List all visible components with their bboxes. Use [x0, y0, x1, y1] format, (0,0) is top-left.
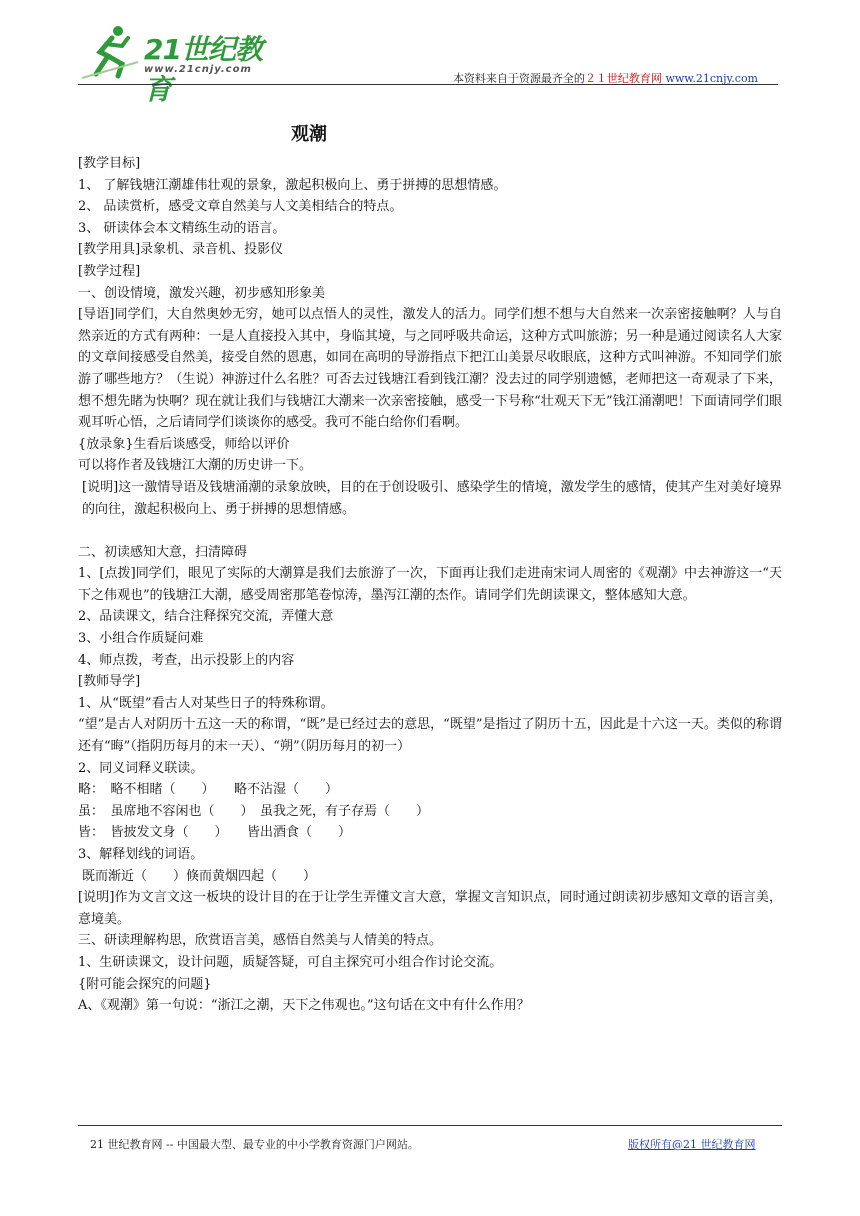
paragraph: 虽： 虽席地不容闲也（ ） 虽我之死，有子存焉（ ） — [78, 803, 430, 819]
paragraph: 3、解释划线的词语。 — [78, 847, 204, 862]
paragraph: 2、同义词释义联读。 — [78, 760, 204, 776]
paragraph: [导语]同学们，大自然奥妙无穷，她可以点悟人的灵性，激发人的活力。同学们想不想与大自然来一次亲密接触啊？人与自然亲近的方式有两种：一是人直接投入其中，身临其境，与之同呼吸共命运，这种方式叫旅游；另一种是通过阅读名人大家的文章间接感受自然美，接受自然的恩惠，如同在高明的导游指点下把江山美景尽收眼底，这种方式叫神游。不知同学们旅游了哪些地方？（生说）神游过什么名胜？可否去过钱塘江看到钱江潮？没去过的同学别遗憾，老师把这一奇观录了下来，想不想先睹为快啊？现在就让我们与钱塘江大潮来一次亲密接触，感受一下号称“壮观天下无”钱江涌潮吧！下面请同学们眼观耳听心悟，之后请同学们谈谈你的感受。我可不能白给你们看啊。 — [78, 307, 782, 431]
copyright-link[interactable]: 版权所有@21 世纪教育网 — [628, 1138, 756, 1151]
runner-logo-icon — [78, 22, 142, 82]
paragraph: 二、初读感知大意，扫清障碍 — [78, 544, 248, 560]
header-brand-link[interactable]: ２１世纪教育网 — [584, 72, 662, 85]
paragraph: [说明]这一激情导语及钱塘涌潮的录象放映，目的在于创设吸引、感染学生的情境，激发学生的感情，使其产生对美好境界的向往，激起积极向上、勇于拼搏的思想情感。 — [82, 479, 782, 517]
paragraph: [说明]作为文言文这一板块的设计目的在于让学生弄懂文言大意，掌握文言知识点，同时通过朗读初步感知文章的语言美，意境美。 — [78, 890, 782, 927]
page-title: 观潮 — [291, 124, 327, 145]
paragraph: 可以将作者及钱塘江大潮的历史讲一下。 — [78, 458, 313, 474]
paragraph: 4、师点拨，考查，出示投影上的内容 — [78, 652, 295, 668]
paragraph: 1、从“既望”看古人对某些日子的特殊称谓。 — [78, 695, 334, 711]
document-body — [78, 153, 782, 1017]
header-divider — [78, 84, 778, 85]
paragraph: [教学用具]录象机、录音机、投影仪 — [78, 242, 284, 258]
footer-text: 21 世纪教育网 -- 中国最大型、最专业的中小学教育资源门户网站。 — [90, 1138, 419, 1151]
logo-url: www.21cnjy.com — [144, 64, 252, 75]
section-heading: [教学目标] — [78, 156, 141, 171]
paragraph: {附可能会探究的问题} — [78, 976, 212, 992]
paragraph: 1、 了解钱塘江潮雄伟壮观的景象，激起积极向上、勇于拼搏的思想情感。 — [78, 177, 507, 193]
section-heading: [教学过程] — [78, 263, 141, 279]
paragraph: 皆： 皆披发文身（ ） 皆出酒食（ ） — [78, 825, 352, 841]
blank-line — [78, 520, 782, 542]
paragraph: 略： 略不相睹（ ） 略不沾湿（ ） — [78, 782, 339, 798]
paragraph: 2、品读课文，结合注释探究交流，弄懂大意 — [78, 609, 334, 625]
paragraph: 既而渐近（ ）倏而黄烟四起（ ） — [82, 868, 317, 884]
paragraph: 2、 品读赏析，感受文章自然美与人文美相结合的特点。 — [78, 199, 403, 215]
paragraph: 3、小组合作质疑问难 — [78, 631, 204, 647]
page-header — [78, 22, 778, 106]
header-url-link[interactable]: www.21cnjy.com — [665, 72, 758, 85]
paragraph: 3、 研读体会本文精练生动的语言。 — [78, 220, 286, 236]
paragraph: 1、生研读课文，设计问题，质疑答疑，可自主探究可小组合作讨论交流。 — [78, 954, 503, 970]
paragraph: 1、[点拨]同学们，眼见了实际的大潮算是我们去旅游了一次，下面再让我们走进南宋词人周密的《观潮》中去神游这一“天下之伟观也”的钱塘江大潮，感受周密那笔卷惊涛，墨泻江潮的杰作。请同学们先朗读课文，整体感知大意。 — [78, 566, 782, 603]
paragraph: “望”是古人对阴历十五这一天的称谓，“既”是已经过去的意思，“既望”是指过了阴历十五，因此是十六这一天。类似的称谓还有“晦”（指阴历每月的末一天）、“朔”（阴历每月的初一） — [78, 717, 782, 755]
paragraph: 一、创设情境，激发兴趣，初步感知形象美 — [78, 285, 326, 301]
logo-text: 21世纪教育 — [144, 33, 262, 106]
paragraph: {放录象}生看后谈感受，师给以评价 — [78, 436, 290, 452]
section-heading: [教师导学] — [78, 674, 141, 690]
site-logo[interactable] — [78, 22, 278, 106]
header-note-prefix: 本资料来自于资源最齐全的 — [452, 72, 585, 85]
paragraph: 三、研读理解构思，欣赏语言美，感悟自然美与人情美的特点。 — [78, 933, 443, 949]
paragraph: A、《观潮》第一句说：“浙江之潮，天下之伟观也。”这句话在文中有什么作用？ — [78, 998, 530, 1014]
footer-divider — [78, 1125, 782, 1126]
